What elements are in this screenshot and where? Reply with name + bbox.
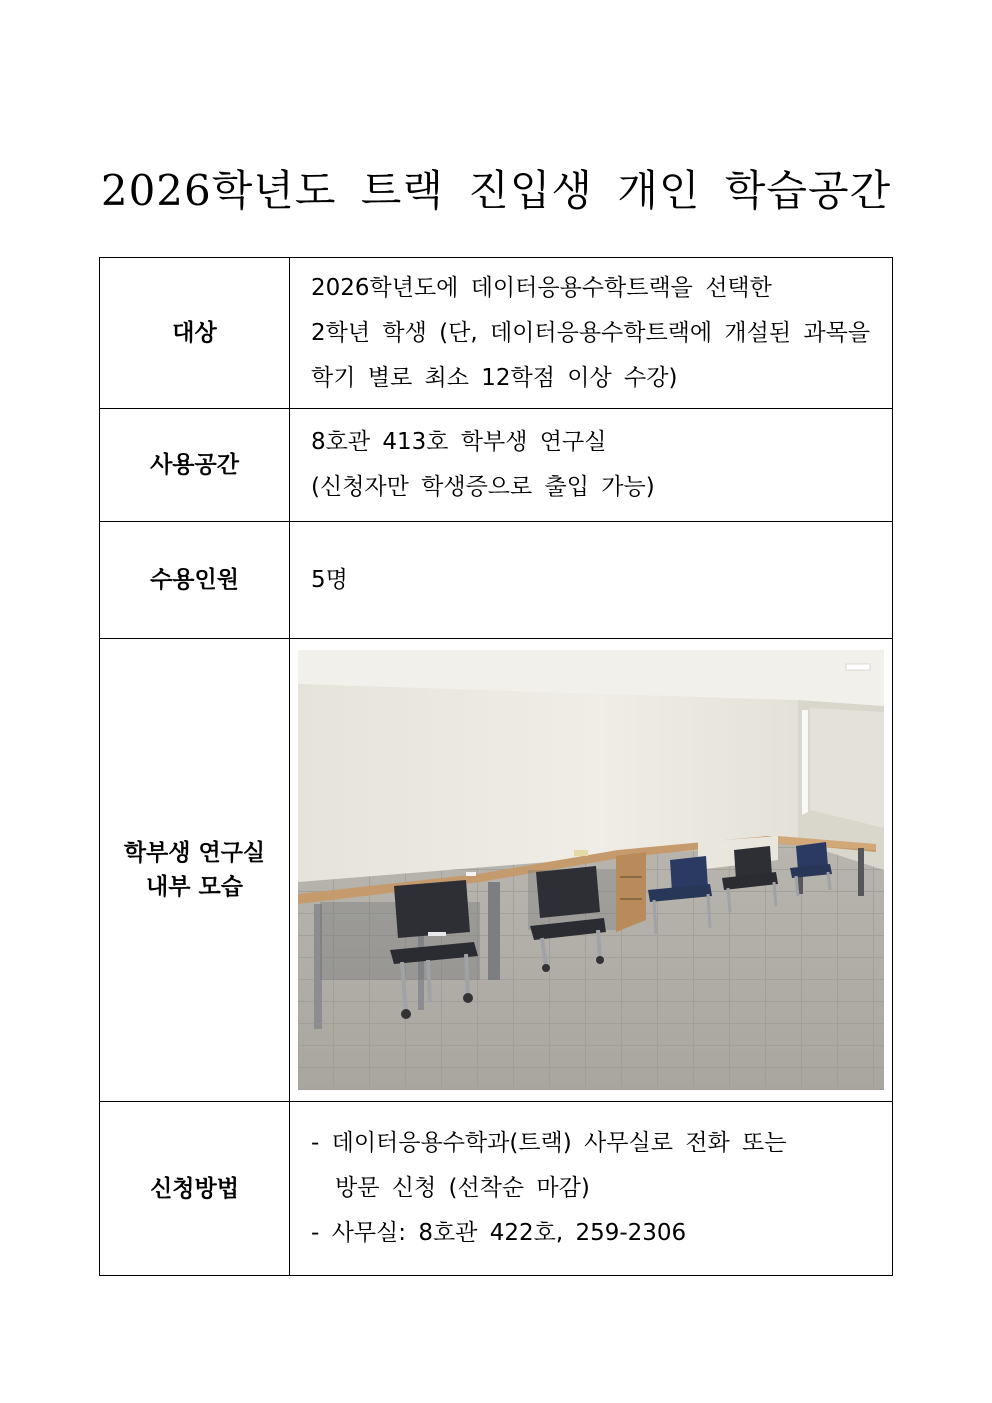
- apply-line-3: - 사무실: 8호관 422호, 259-2306: [311, 1220, 687, 1246]
- table-row-target: [100, 258, 893, 409]
- apply-label: 신청방법: [100, 1102, 290, 1276]
- window: [802, 710, 808, 815]
- apply-line-1: - 데이터응용수학과(트랙) 사무실로 전화 또는: [311, 1130, 787, 1156]
- table-row-photo: [100, 639, 893, 1102]
- apply-content: [290, 1102, 893, 1276]
- page-title: 2026학년도 트랙 진입생 개인 학습공간: [100, 166, 892, 215]
- table-row-apply: [100, 1102, 893, 1276]
- target-line-1: 2026학년도에 데이터응용수학트랙을 선택한: [311, 274, 772, 301]
- table-row-capacity: [100, 522, 893, 639]
- target-line-3: 학기 별로 최소 12학점 이상 수강): [311, 364, 678, 391]
- photo-label: [100, 639, 290, 1102]
- study-room-photo: [298, 650, 884, 1090]
- photo-cell: [290, 639, 893, 1102]
- target-label: 대상: [100, 258, 290, 409]
- drawer-unit: [616, 852, 646, 932]
- space-label: 사용공간: [100, 409, 290, 522]
- target-content: [290, 258, 893, 409]
- photo-label-line-2: 내부 모습: [146, 874, 243, 900]
- info-table: [99, 257, 893, 1276]
- capacity-value: 5명: [290, 522, 893, 639]
- space-line-1: 8호관 413호 학부생 연구실: [311, 429, 607, 455]
- capacity-label: 수용인원: [100, 522, 290, 639]
- target-line-2: 2학년 학생 (단, 데이터응용수학트랙에 개설된 과목을: [311, 319, 871, 346]
- table-row-space: [100, 409, 893, 522]
- apply-line-2: 방문 신청 (선착순 마감): [335, 1175, 590, 1201]
- photo-label-line-1: 학부생 연구실: [123, 840, 266, 866]
- space-line-2: (신청자만 학생증으로 출입 가능): [311, 474, 655, 500]
- ceiling-light: [846, 664, 870, 670]
- desk-item: [574, 850, 588, 856]
- space-content: [290, 409, 893, 522]
